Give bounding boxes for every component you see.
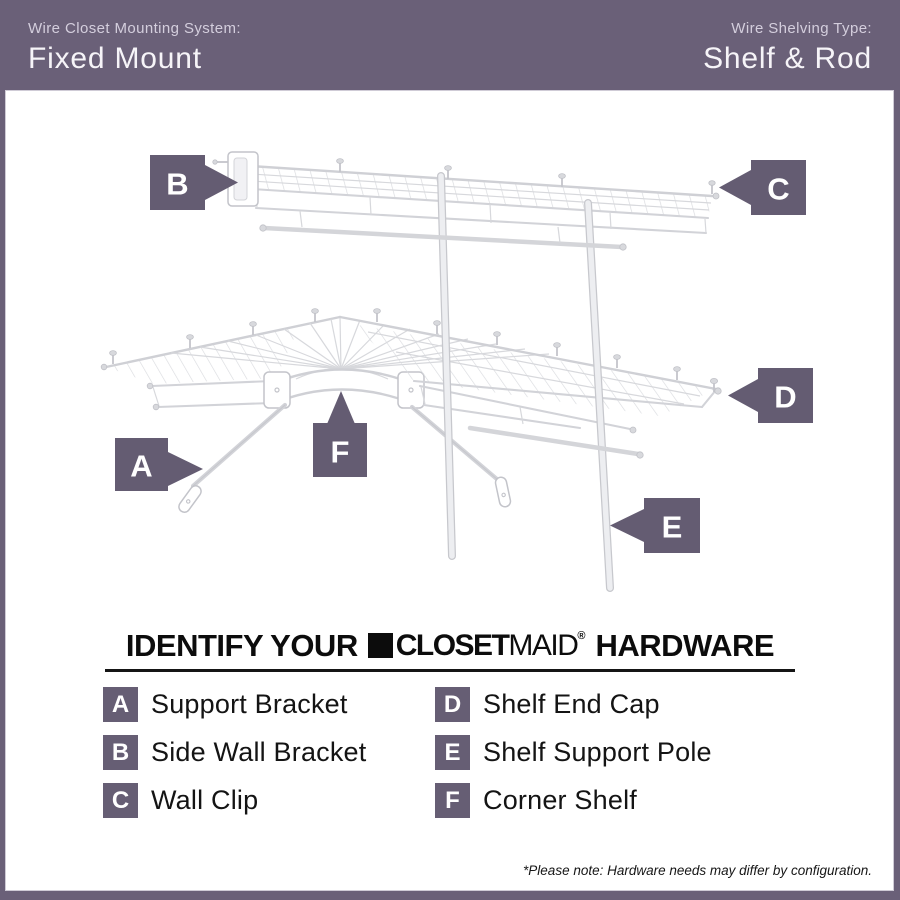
registered-mark: ® [577, 630, 586, 642]
callout-letter-c: C [767, 171, 790, 207]
shelf-end-cap-icon [710, 378, 721, 394]
legend-badge-c: C [103, 783, 138, 818]
callout-letter-a: A [130, 448, 153, 484]
closetmaid-logo-bold: CLOSET [395, 628, 509, 662]
legend-badge-f: F [435, 783, 470, 818]
bottom-right-wire-shelf [340, 309, 721, 429]
legend-label: Support Bracket [151, 689, 348, 719]
mounting-system-value: Fixed Mount [28, 41, 202, 75]
legend-label: Shelf Support Pole [483, 737, 712, 767]
closetmaid-logo-light: MAID [508, 628, 578, 662]
support-bracket-icon [412, 407, 511, 508]
callout-letter-d: D [774, 379, 797, 415]
legend-column-right [435, 687, 803, 818]
callout-letter-e: E [661, 509, 683, 545]
callout-letter-f: F [330, 434, 350, 470]
hang-rod-icon [470, 427, 643, 458]
hardware-legend [103, 687, 803, 818]
legend-label: Side Wall Bracket [151, 737, 367, 767]
legend-badge-a: A [103, 687, 138, 722]
legend-label: Wall Clip [151, 785, 259, 815]
legend-item-wall-clip [103, 783, 435, 818]
shelving-type-value: Shelf & Rod [703, 41, 872, 75]
legend-label: Shelf End Cap [483, 689, 660, 719]
callout-b [150, 155, 238, 210]
top-wire-shelf [213, 152, 719, 233]
legend-badge-e: E [435, 735, 470, 770]
legend-label: Corner Shelf [483, 785, 637, 815]
callout-letter-b: B [166, 166, 189, 202]
callout-f [313, 391, 367, 477]
legend-item-corner-shelf [435, 783, 803, 818]
title-post: HARDWARE [595, 628, 775, 663]
title-pre: IDENTIFY YOUR [125, 628, 358, 663]
footnote: *Please note: Hardware needs may differ by configuration. [523, 863, 872, 878]
mounting-system-label: Wire Closet Mounting System: [28, 20, 241, 37]
support-bracket-icon [177, 405, 285, 514]
legend-badge-b: B [103, 735, 138, 770]
closetmaid-logo-square-icon [368, 633, 393, 658]
legend-item-support-bracket [103, 687, 435, 722]
legend-column-left [103, 687, 435, 818]
callout-c [719, 160, 806, 215]
legend-badge-d: D [435, 687, 470, 722]
hardware-title [0, 630, 900, 661]
title-underline [105, 669, 795, 672]
legend-item-shelf-end-cap [435, 687, 803, 722]
shelving-type-label: Wire Shelving Type: [731, 20, 872, 37]
legend-item-shelf-support-pole [435, 735, 803, 770]
callout-e [610, 498, 700, 553]
legend-item-side-wall-bracket [103, 735, 435, 770]
closetmaid-logo [368, 628, 586, 662]
callout-d [728, 368, 813, 423]
callout-a [115, 438, 203, 491]
shelf-support-pole-icon [441, 176, 452, 556]
